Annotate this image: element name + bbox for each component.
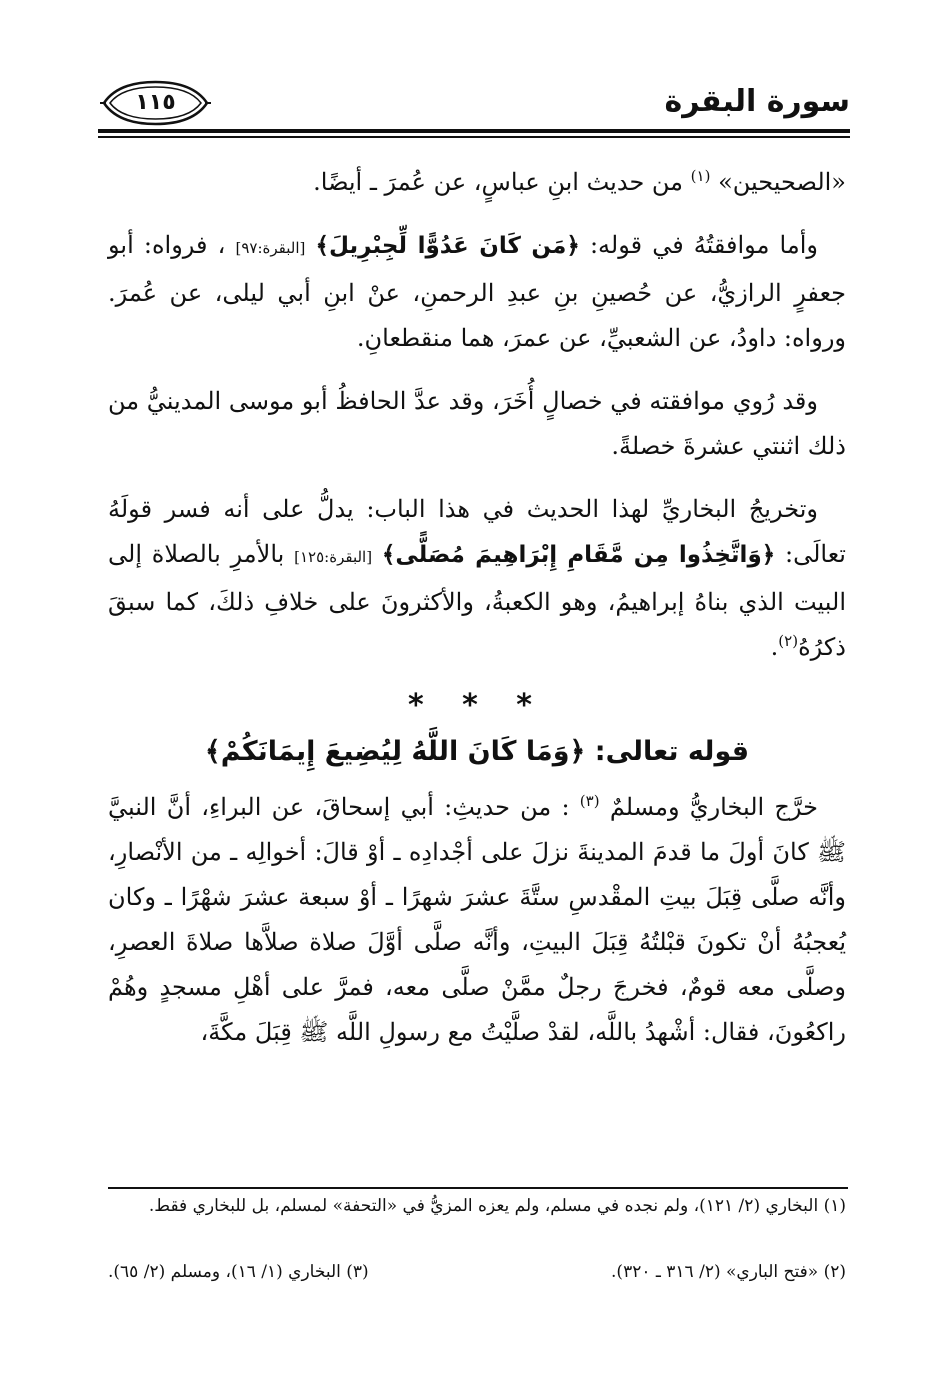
verse-reference: [البقرة:٩٧] — [235, 239, 306, 257]
text-span: خرَّج البخاريُّ ومسلمٌ — [609, 793, 818, 821]
section-heading — [108, 729, 846, 775]
page-number: ١١٥ — [135, 90, 176, 115]
footnote-3: (٣) البخاري (١/ ١٦)، ومسلم (٢/ ٦٥). — [108, 1262, 369, 1282]
paragraph-3: وقد رُوي موافقته في خصالٍ أُخَرَ، وقد عدَّ الحافظُ أبو موسى المدينيُّ من ذلك اثنتي عشرةَ خصلةً. — [108, 387, 846, 460]
paragraph-4 — [108, 487, 846, 670]
page-header — [98, 72, 850, 142]
footnote-row — [108, 1258, 846, 1286]
text-span: بالأمرِ بالصلاة إلى البيت الذي بناهُ إبراهيمُ، وهو الكعبةُ، والأكثرونَ على خلافِ ذلكَ، كما سبقَ ذكرُهُ — [108, 540, 846, 661]
footnote-marker-3: (٣) — [579, 792, 600, 810]
section-divider: * * * — [408, 688, 546, 723]
footnote-1: (١) البخاري (٢/ ١٢١)، ولم نجده في مسلم، ولم يعزه المزيُّ في «التحفة» لمسلم، بل للبخاري فقط. — [148, 1196, 846, 1216]
quran-verse: ﴿مَن كَانَ عَدُوًّا لِّجِبْرِيلَ﴾ — [315, 233, 580, 259]
footnote-marker-1: (١) — [690, 167, 711, 185]
footnote-marker-2: (٢) — [778, 632, 799, 650]
heading-label: قوله تعالى: — [594, 736, 750, 767]
footnote-2: (٢) «فتح الباري» (٢/ ٣١٦ ـ ٣٢٠). — [611, 1262, 846, 1282]
text-span: وتخريجُ البخاريِّ لهذا الحديث في هذا الباب: يدلُّ على أنه فسر قولَهُ تعالَى: — [108, 495, 846, 568]
verse-reference: [البقرة:١٢٥] — [294, 548, 373, 566]
quran-verse: ﴿وَاتَّخِذُوا مِن مَّقَامِ إِبْرَاهِيمَ مُصَلًّى﴾ — [381, 542, 776, 568]
text-span: من حديث ابنِ عباسٍ، عن عُمرَ ـ أيضًا. — [313, 168, 684, 196]
text-span: ، فرواه: أبو جعفرٍ الرازيُّ، عن حُصينِ بنِ عبدِ الرحمنِ، عنْ ابنِ أبي ليلى، عن عُمرَ. ورواه: داودُ، عن الشعبيِّ، عن عمرَ، هما منقطعانِ. — [108, 231, 846, 352]
text-span: وأما موافقتُهُ في قوله: — [589, 231, 818, 259]
header-rule-thick — [98, 129, 850, 133]
main-text — [108, 160, 846, 1073]
footnote-separator — [108, 1187, 848, 1189]
paragraph-2 — [108, 223, 846, 361]
text-span: : من حديثِ: أبي إسحاقَ، عن البراءِ، أنَّ النبيَّ ﷺ كانَ أولَ ما قدمَ المدينةَ نزلَ على أجْدادِه ـ أوْ قالَ: أخوالِه ـ من الأنْصارِ، وأنَّه صلَّى قِبَلَ بيتِ المقْدسِ ستَّةَ عشرَ شهرًا ـ أوْ سبعة عشرَ شهْرًا ـ وكان يُعجبُهُ أنْ تكونَ قبْلتُهُ قِبَلَ البيتِ، وأنَّه صلَّى أوَّلَ صلاة صلاَّها صلاةَ العصرِ، وصلَّى معه قومٌ، فخرجَ رجلٌ ممَّنْ صلَّى معه، فمرَّ على أهْلِ مسجدٍ وهُمْ راكعُونَ، فقال: أشْهدُ باللَّه، لقدْ صلَّيْتُ مع رسولِ اللَّه ﷺ قِبَلَ مكَّةَ، — [108, 793, 847, 1046]
paragraph-1 — [108, 160, 846, 205]
text-span: . — [770, 633, 779, 661]
heading-verse: ﴿وَمَا كَانَ اللَّهُ لِيُضِيعَ إِيمَانَكُمْ﴾ — [204, 736, 586, 767]
header-rule-thin — [98, 136, 850, 138]
text-span: «الصحيحين» — [718, 168, 846, 196]
surah-title: سورة البقرة — [664, 84, 850, 119]
paragraph-5 — [108, 785, 846, 1055]
